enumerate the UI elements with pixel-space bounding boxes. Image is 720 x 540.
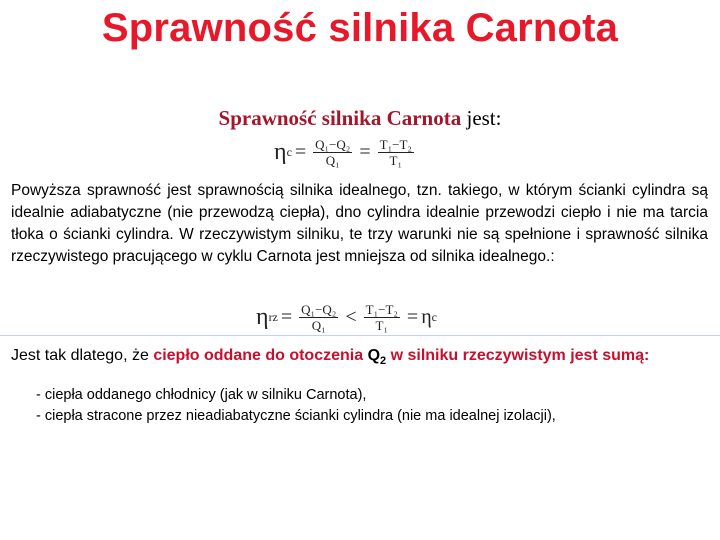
heat-numerator: Q₁−Q₂ xyxy=(315,137,351,152)
heat-fraction xyxy=(299,302,338,333)
heat-denominator: Q₁ xyxy=(325,153,340,168)
less-than-sign: < xyxy=(345,306,357,328)
divider xyxy=(0,335,720,336)
list-item: - ciepła stracone przez nieadiabatyczne ścianki cylindra (nie ma idealnej izolacji), xyxy=(36,408,556,424)
eta-symbol: η xyxy=(256,304,269,330)
heat-numerator: Q₁−Q₂ xyxy=(301,302,337,317)
equals-sign: = xyxy=(280,306,293,328)
heat-components-list xyxy=(36,385,556,427)
reason-paragraph xyxy=(11,345,708,372)
eta-symbol: η xyxy=(274,139,287,165)
real-efficiency-formula xyxy=(256,302,437,333)
eta-subscript: c xyxy=(286,145,292,159)
temperature-fraction xyxy=(378,137,414,168)
q2-symbol: Q xyxy=(367,347,381,364)
intro-line xyxy=(0,106,720,131)
temperature-denominator: T₁ xyxy=(375,318,389,333)
eta-subscript: rz xyxy=(268,310,278,324)
explanation-paragraph: Powyższa sprawność jest sprawnością silnika idealnego, tzn. takiego, w którym ścianki cylindra są idealnie adiabatyczne (nie przewodzą ciepła), dno cylindra idealnie przewodzi ciepło i nie ma tarcia tłoka o ścianki cylindra. W rzeczywistym silniku, te trzy warunki nie są spełnione i sprawność silnika rzeczywistego pracującego w cyklu Carnota jest mniejsza od silnika idealnego.: xyxy=(11,182,708,265)
reason-emphasis: ciepło oddane do otoczenia xyxy=(153,347,368,364)
temperature-fraction xyxy=(364,302,400,333)
list-item: - ciepła oddanego chłodnicy (jak w silniku Carnota), xyxy=(36,387,367,403)
temperature-numerator: T₁−T₂ xyxy=(365,302,398,317)
heat-fraction xyxy=(313,137,352,168)
eta-subscript: c xyxy=(431,310,437,324)
reason-emphasis-end: w silniku rzeczywistym jest sumą: xyxy=(386,347,650,364)
intro-rest: jest: xyxy=(461,106,502,130)
eta-symbol: η xyxy=(421,306,432,328)
carnot-efficiency-formula xyxy=(274,137,418,168)
reason-lead: Jest tak dlatego, że xyxy=(11,347,154,364)
intro-highlight: Sprawność silnika Carnota xyxy=(218,106,462,130)
heat-denominator: Q₁ xyxy=(311,318,326,333)
equals-sign: = xyxy=(406,306,419,328)
temperature-denominator: T₁ xyxy=(389,153,403,168)
page-title: Sprawność silnika Carnota xyxy=(101,6,619,50)
q2-subscript: 2 xyxy=(380,355,387,368)
equals-sign: = xyxy=(294,141,307,163)
equals-sign: = xyxy=(359,141,371,163)
temperature-numerator: T₁−T₂ xyxy=(379,137,412,152)
